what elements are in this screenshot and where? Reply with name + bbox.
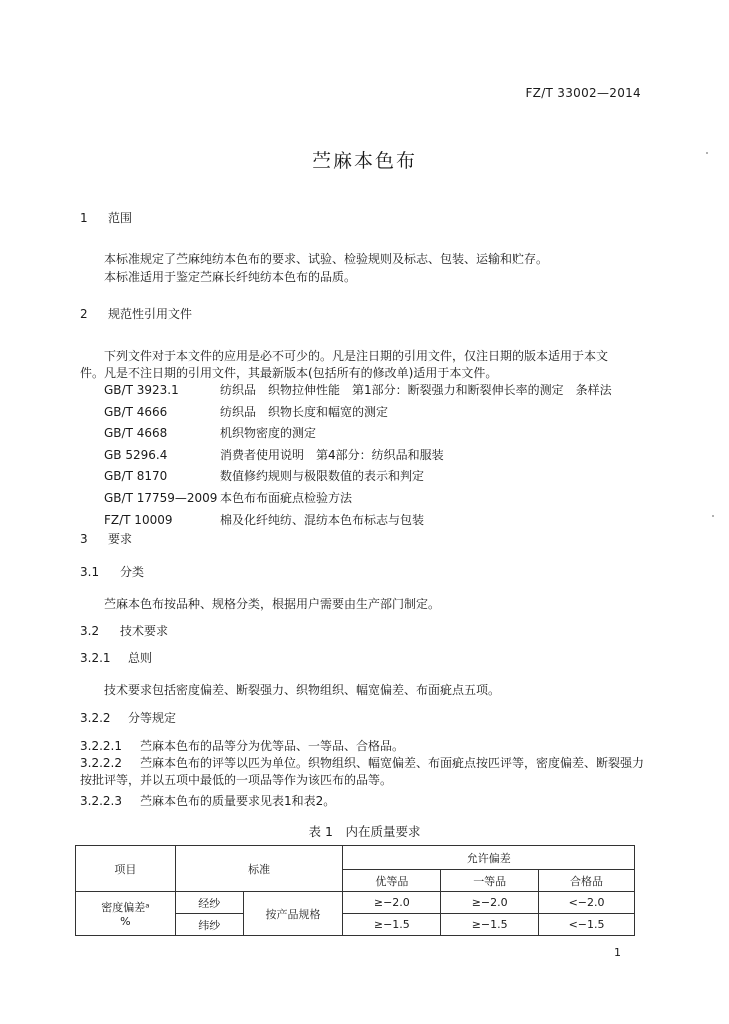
table-caption: 表 1 内在质量要求 <box>308 824 421 839</box>
reference-title: 本色布布面疵点检验方法 <box>220 490 353 505</box>
standard-number: FZ/T 33002—2014 <box>525 86 641 100</box>
reference-code: GB/T 3923.1 <box>104 383 179 397</box>
document-title: 苎麻本色布 <box>311 150 417 172</box>
standard-cell: 按产品规格 <box>243 892 343 936</box>
clause-text: 苎麻本色布的评等以匹为单位。织物组织、幅宽偏差、布面疵点按匹评等，密度偏差、断裂强力 <box>140 756 645 770</box>
subsection-3-2-1-heading <box>80 649 152 666</box>
reference-item <box>104 467 612 489</box>
reference-item <box>104 381 612 403</box>
clause-3-2-2-3 <box>80 792 335 809</box>
value-cell: ≥−1.5 <box>343 914 441 936</box>
quality-requirements-table <box>75 845 635 936</box>
value-cell: ≥−2.0 <box>343 892 441 914</box>
header-grade: 合格品 <box>539 870 635 892</box>
scan-speck <box>712 515 714 517</box>
clause-3-2-2-2 <box>80 754 644 771</box>
scan-speck <box>706 152 708 154</box>
subsection-number: 3.2 <box>80 624 100 638</box>
reference-code: FZ/T 10009 <box>104 512 173 527</box>
section-3-heading <box>80 530 132 547</box>
subsection-title: 技术要求 <box>120 624 169 638</box>
yarn-cell: 经纱 <box>175 892 243 914</box>
subsection-title: 总则 <box>128 651 153 665</box>
reference-title: 纺织品 织物长度和幅宽的测定 <box>220 404 389 419</box>
subsection-3-2-heading <box>80 622 168 639</box>
paragraph: 技术要求包括密度偏差、断裂强力、织物组织、幅宽偏差、布面疵点五项。 <box>104 683 501 697</box>
clause-text: 苎麻本色布的品等分为优等品、一等品、合格品。 <box>140 739 405 753</box>
reference-code: GB/T 17759—2009 <box>104 490 218 505</box>
header-grade: 一等品 <box>441 870 539 892</box>
reference-item <box>104 424 612 446</box>
reference-code: GB/T 4666 <box>104 404 168 419</box>
section-2-heading <box>80 305 192 322</box>
paragraph: 苎麻本色布按品种、规格分类，根据用户需要由生产部门制定。 <box>104 597 441 611</box>
reference-item <box>104 403 612 425</box>
section-number: 2 <box>80 307 88 321</box>
subsection-3-2-2-heading <box>80 709 176 726</box>
clause-number: 3.2.2.2 <box>80 756 122 770</box>
value-cell: <−1.5 <box>539 914 635 936</box>
section-number: 1 <box>80 211 88 225</box>
reference-code: GB/T 4668 <box>104 426 168 441</box>
clause-number: 3.2.2.3 <box>80 794 122 808</box>
reference-code: GB 5296.4 <box>104 447 168 462</box>
clause-3-2-2-1 <box>80 737 404 754</box>
reference-title: 纺织品 织物拉伸性能 第1部分：断裂强力和断裂伸长率的测定 条样法 <box>220 383 612 397</box>
section-number: 3 <box>80 532 88 546</box>
reference-item <box>104 511 612 533</box>
clause-text-continuation: 按批评等，并以五项中最低的一项品等作为该匹布的品等。 <box>80 773 393 787</box>
reference-item <box>104 446 612 468</box>
reference-item <box>104 489 612 511</box>
paragraph: 下列文件对于本文件的应用是必不可少的。凡是注日期的引用文件，仅注日期的版本适用于本文 <box>104 349 609 363</box>
section-title: 范围 <box>108 211 133 225</box>
clause-number: 3.2.2.1 <box>80 739 122 753</box>
subsection-title: 分等规定 <box>128 711 177 725</box>
value-cell: <−2.0 <box>539 892 635 914</box>
subsection-title: 分类 <box>120 565 145 579</box>
header-allowed-deviation: 允许偏差 <box>343 846 635 870</box>
value-cell: ≥−1.5 <box>441 914 539 936</box>
section-title: 要求 <box>108 532 133 546</box>
subsection-number: 3.2.1 <box>80 651 111 665</box>
row-item-unit: % <box>120 915 131 928</box>
yarn-cell: 纬纱 <box>175 914 243 936</box>
reference-title: 棉及化纤纯纺、混纺本色布标志与包装 <box>220 512 425 527</box>
section-1-heading <box>80 209 132 226</box>
reference-title: 机织物密度的测定 <box>220 426 317 441</box>
reference-code: GB/T 8170 <box>104 469 168 484</box>
subsection-number: 3.1 <box>80 565 100 579</box>
paragraph: 本标准适用于鉴定苎麻长纤纯纺本色布的品质。 <box>104 270 357 284</box>
clause-text: 苎麻本色布的质量要求见表1和表2。 <box>140 794 336 808</box>
row-item-cell <box>76 892 176 936</box>
reference-title: 数值修约规则与极限数值的表示和判定 <box>220 469 425 484</box>
paragraph: 本标准规定了苎麻纯纺本色布的要求、试验、检验规则及标志、包装、运输和贮存。 <box>104 252 549 266</box>
header-item: 项目 <box>76 846 176 892</box>
subsection-3-1-heading <box>80 563 144 580</box>
subsection-number: 3.2.2 <box>80 711 111 725</box>
value-cell: ≥−2.0 <box>441 892 539 914</box>
reference-list <box>104 381 612 532</box>
row-item-label: 密度偏差ᵃ <box>101 901 150 914</box>
header-standard: 标准 <box>175 846 343 892</box>
paragraph: 件。凡是不注日期的引用文件，其最新版本(包括所有的修改单)适用于本文件。 <box>80 366 498 380</box>
section-title: 规范性引用文件 <box>108 307 193 321</box>
table-row <box>76 892 635 914</box>
page-number: 1 <box>614 946 621 959</box>
reference-title: 消费者使用说明 第4部分：纺织品和服装 <box>220 447 444 462</box>
header-grade: 优等品 <box>343 870 441 892</box>
